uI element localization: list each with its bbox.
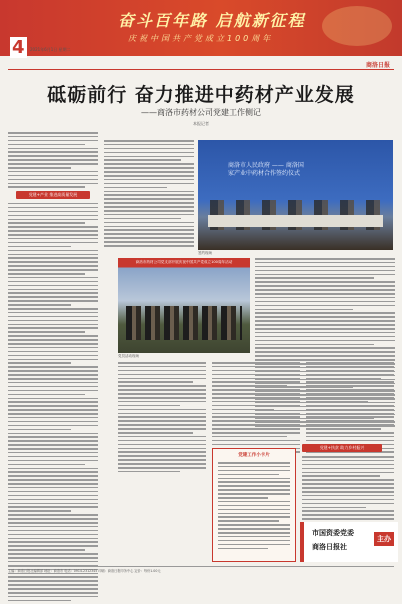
page-footer: 主编：商洛日报社编辑部 地址：商洛市 电话：0914-2312345 印刷：商洛日报印务中心 定价：每份1.00元 bbox=[8, 566, 394, 573]
text-column-6 bbox=[306, 362, 394, 455]
text-column-7 bbox=[302, 456, 394, 530]
sidebar-box-title: 党建工作小卡片 bbox=[238, 453, 270, 458]
section-head-2: 党建+扶贫 助力乡村振兴 bbox=[302, 444, 382, 452]
paper-name: 商洛日报 bbox=[365, 62, 390, 69]
sponsor-line-1: 市国资委党委 bbox=[312, 529, 354, 537]
banner-emblem bbox=[322, 6, 392, 46]
text-column-4 bbox=[118, 362, 206, 475]
date-line: 2021年6月1日 星期二 bbox=[30, 47, 71, 52]
sponsor-line-2: 商洛日报社 bbox=[312, 543, 347, 551]
sponsor-ad bbox=[300, 522, 398, 562]
photo-banner-text: 商洛市药材公司党支部开展庆祝中国共产党成立100周年活动 bbox=[135, 260, 233, 264]
text-column-5 bbox=[212, 362, 300, 455]
party-activity-photo bbox=[118, 258, 250, 353]
banner-subtitle: 庆祝中国共产党成立100周年 bbox=[128, 34, 274, 43]
section-head-1: 党建+产业 推进高质量发展 bbox=[16, 191, 90, 199]
text-column-2 bbox=[104, 140, 194, 249]
screen-text: 商洛市人民政府 —— 商洛国 家产业中药材合作签约仪式 bbox=[228, 162, 304, 177]
article-byline: 本报记者 bbox=[193, 121, 209, 126]
article-headline: 砥砺前行 奋力推进中药材产业发展 bbox=[47, 84, 355, 106]
text-column-1 bbox=[8, 132, 98, 604]
photo-caption-top: 签约现场 bbox=[198, 251, 212, 255]
photo-caption-middle: 党员活动现场 bbox=[118, 354, 139, 358]
signing-ceremony-photo bbox=[198, 140, 393, 250]
sidebar-box bbox=[212, 448, 296, 562]
page-number: 4 bbox=[12, 37, 25, 58]
article-subheadline: ——商洛市药材公司党建工作侧记 bbox=[141, 108, 261, 117]
sponsor-badge: 主办 bbox=[374, 532, 394, 546]
banner-title: 奋斗百年路 启航新征程 bbox=[118, 11, 306, 30]
header-rule bbox=[8, 69, 394, 70]
